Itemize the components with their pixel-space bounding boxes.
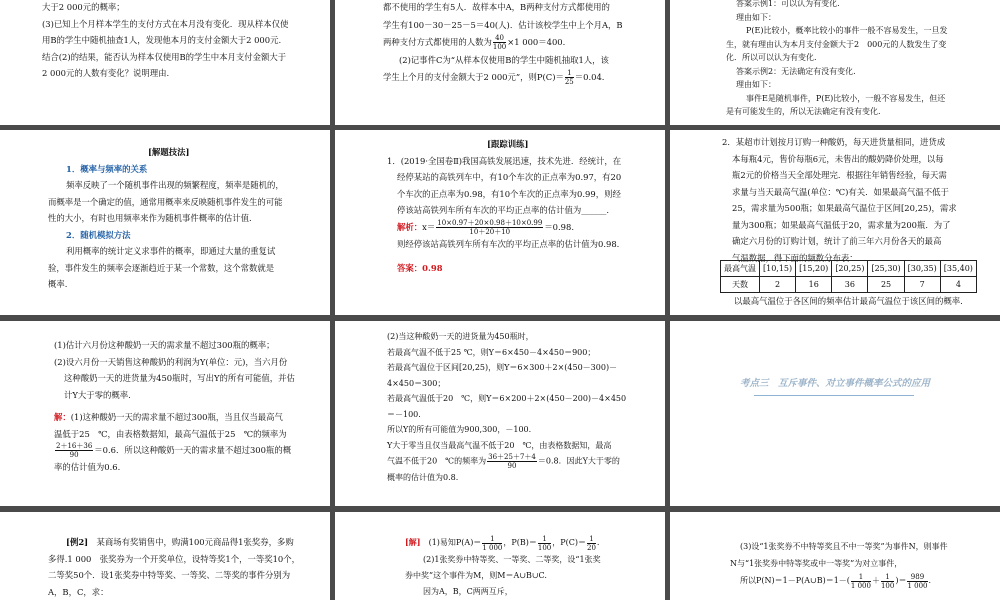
section-title: 考点三 互斥事件、对立事件概率公式的应用 (739, 378, 930, 389)
table-cell: 7 (904, 277, 940, 293)
numerator: 1 (587, 535, 596, 544)
text-line: 验，事件发生的频率会逐渐趋近于某一个常数，这个常数就是 (48, 262, 275, 273)
fraction (482, 535, 502, 552)
text-line: 瓶2元的价格当天全部处理完．根据往年销售经验，每天需 (732, 170, 947, 180)
text-line: 若最高气温不低于25 ℃，则Y＝6×450－4×450＝900； (387, 347, 596, 357)
denominator: 20 (587, 543, 596, 552)
slide-12-text (730, 538, 996, 590)
table-cell: 最高气温 (721, 261, 760, 277)
text-line: ＝－100. (387, 409, 421, 419)
text-line: 求量与当天最高气温(单位：℃)有关．如果最高气温不低于 (732, 186, 949, 197)
text-line (383, 69, 663, 87)
slide-5 (335, 130, 665, 315)
text-line: 则经停该站高铁列车所有车次的平均正点率的估计值为0.98. (397, 238, 620, 249)
denominator: 1 000 (850, 581, 871, 590)
text-fragment: ＝0.6．所以这种酸奶一天的需求量不超过300瓶的概 (94, 445, 292, 455)
slide-2-text (383, 0, 663, 87)
text-line: 所以P(N)＝1－P(A∪B)＝1－( $\frac{1}{1 000}$ ＋ $\frac{1}{100}$ )＝ $\frac{989}{1 000}$ . (740, 572, 932, 590)
text-line: 化．所以可以认为有变化. (726, 53, 817, 62)
text-line: 而概率是一个确定的值，通常用概率来反映随机事件发生的可能 (48, 196, 283, 207)
text-line: 若最高气温位于区间[20,25)，则Y＝6×300＋2×(450－300)－ (387, 363, 618, 372)
text-fragment: 所以P(N)＝1－P(A∪B)＝1－ (740, 576, 847, 585)
fraction (436, 219, 543, 236)
slide-6 (670, 130, 1000, 315)
slide-2 (335, 0, 665, 125)
slide-3 (670, 0, 1000, 125)
table-cell: 天数 (721, 277, 760, 293)
text-fragment: . (596, 538, 600, 547)
slide-4-text (48, 144, 318, 293)
fraction (55, 442, 93, 459)
text-line: 因为A，B，C两两互斥， (423, 586, 513, 596)
text-line: 是有可能发生的，所以无法确定有没有变化. (726, 107, 881, 116)
denominator: 90 (69, 451, 79, 459)
text-line: N与“1张奖券中特等奖或中一等奖”为对立事件， (730, 559, 903, 568)
subheading: 2．随机模拟方法 (66, 229, 131, 240)
slide-3-text (726, 0, 996, 119)
text-fragment: ，P(C)＝ (552, 538, 586, 547)
text-line: (2)当这种酸奶一天的进货量为450瓶时， (387, 332, 534, 341)
slide-12 (670, 512, 1000, 600)
text-line: 若最高气温低于20 ℃，则Y＝6×200＋2×(450－200)－4×450 (387, 394, 627, 403)
text-line (383, 34, 663, 52)
fraction (587, 535, 596, 552)
table-cell: [30,35) (904, 261, 940, 277)
numerator: 36＋25＋7＋4 (488, 453, 536, 461)
text-line: 生，就有理由认为本月支付金额大于2 000元的人数发生了变 (726, 39, 947, 49)
numerator: 1 (565, 69, 574, 78)
text-fragment: ＝0.98. (544, 221, 574, 232)
slide-7-text (54, 337, 324, 476)
text-fragment: ＝0.8．因此Y大于零的 (537, 456, 620, 466)
text-line: 2．某超市计划按月订购一种酸奶，每天进货量相同，进货成 (722, 137, 946, 147)
example-label: [例2] (66, 537, 89, 547)
fraction (881, 573, 894, 590)
numerator: 989 (907, 573, 927, 582)
text-line: 量为300瓶；如果最高气温低于20，需求量为200瓶．为了 (732, 219, 951, 230)
text-fragment: ＋ (871, 576, 880, 585)
numerator: 2＋16＋36 (56, 442, 93, 450)
text-line: 频率反映了一个随机事件出现的频繁程度，频率是随机的， (66, 180, 284, 190)
text-line: 学生有100－30－25－5＝40(人)．估计该校学生中上个月A，B (383, 19, 623, 30)
fraction (538, 535, 551, 552)
text-line: 确定六月份的订购计划，统计了前三年六月份各天的最高 (732, 236, 942, 246)
fraction (851, 573, 871, 590)
slide-6-text (722, 134, 992, 266)
text-line: 答案示例2：无法确定有没有变化. (736, 66, 856, 76)
text-line: 券中奖”这个事件为M，则M＝A∪B∪C. (405, 570, 547, 580)
denominator: 100 (880, 581, 895, 590)
subheading: 1．概率与频率的关系 (66, 163, 148, 174)
text-fragment: 学生上个月的支付金额大于2 000元”，则P(C)＝ (383, 72, 564, 82)
text-line: 事件E是随机事件，P(E)比较小，一般不容易发生，但还 (746, 93, 946, 103)
analysis-label: 解析： (397, 221, 423, 232)
text-line: 结合(2)的结果，能否认为样本仅使用B的学生中本月支付金额大于 (42, 51, 287, 62)
slide-8-text (387, 329, 662, 486)
denominator: 90 (507, 462, 517, 470)
denominator: 100 (537, 543, 552, 552)
text-line: A，B，C，求： (48, 586, 109, 597)
slide-11 (335, 512, 665, 600)
analysis-line (387, 219, 657, 236)
text-fragment: 两种支付方式都使用的人数为 (383, 37, 492, 47)
table-header-row (721, 261, 977, 277)
text-line (405, 534, 661, 552)
question-line: 经停某站的高铁列车中，有10个车次的正点率为0.97，有20 (397, 172, 622, 182)
text-line: 多得.1 000 张奖券为一个开奖单位，设特等奖1个，一等奖10个， (48, 553, 300, 564)
text-line: 理由如下： (736, 12, 776, 22)
text-line: 答案示例1：可以认为有变化. (736, 0, 840, 8)
slide-6-footer: 以最高气温位于各区间的频率估计最高气温位于该区间的概率. (734, 296, 963, 306)
slide-11-text (405, 534, 661, 600)
fraction (907, 573, 927, 590)
text-line: 2 000元的人数有变化？说明理由. (42, 68, 170, 78)
slide-4 (0, 130, 330, 315)
table-row (721, 277, 977, 293)
denominator: 25 (564, 78, 574, 86)
fraction (487, 453, 537, 470)
text-fragment: ＝ (898, 576, 907, 585)
slide-1 (0, 0, 330, 125)
text-line: 大于2 000元的概率； (42, 2, 125, 12)
text-line (387, 453, 662, 470)
frequency-table (720, 260, 977, 293)
table-cell: 2 (760, 277, 796, 293)
table-cell: 36 (832, 277, 868, 293)
text-line: 理由如下： (736, 80, 776, 89)
slide-10 (0, 512, 330, 600)
table-cell: [15,20) (796, 261, 832, 277)
slide-7 (0, 321, 330, 506)
solution-label: [解] (405, 537, 421, 547)
slide-1-text (42, 0, 322, 82)
numerator: 10×0.97＋20×0.98＋10×0.99 (437, 218, 543, 227)
text-line: 4×450＝300； (387, 378, 446, 388)
question-line: (1)估计六月份这种酸奶一天的需求量不超过300瓶的概率； (54, 340, 275, 350)
text-line: 都不使用的学生有5人．故样本中A，B两种支付方式都使用的 (383, 2, 610, 12)
text-line: Y大于零当且仅当最高气温不低于20 ℃，由表格数据知，最高 (387, 440, 612, 450)
text-line: (2)记事件C为“从样本仅使用B的学生中随机抽取1人，该 (399, 54, 609, 65)
text-line: (2)1张奖券中特等奖、一等奖、二等奖，设“1张奖 (423, 554, 601, 564)
text-line: 所以Y的所有可能值为900,300，－100. (387, 425, 532, 434)
text-line: 25，需求量为500瓶；如果最高气温位于区间[20,25)，需求 (732, 203, 957, 213)
table-cell: [35,40) (940, 261, 976, 277)
slide-5-text (387, 136, 657, 277)
denominator: 100 (492, 43, 507, 51)
table-cell: 4 (940, 277, 976, 293)
text-fragment: ×1 000＝400. (507, 37, 566, 47)
text-line (48, 534, 326, 551)
slide-9 (670, 321, 1000, 506)
solution-label: 解： (54, 412, 71, 422)
question-line: (2)设六月份一天销售这种酸奶的利润为Y(单位：元)，当六月份 (54, 356, 288, 367)
fraction (493, 34, 506, 51)
denominator: 1 000 (482, 543, 503, 552)
text-fragment: (1)这种酸奶一天的需求量不超过300瓶，当且仅当最高气 (70, 412, 283, 422)
table-cell: [10,15) (760, 261, 796, 277)
slide-10-text (48, 534, 326, 600)
section-heading: [解题技法] (148, 147, 190, 157)
numerator: 1 (482, 535, 502, 544)
answer-line: 率的估计值为0.6. (54, 462, 121, 472)
text-line: 概率的估计值为0.8. (387, 473, 459, 482)
text-line: 本每瓶4元，售价每瓶6元，未售出的酸奶降价处理，以每 (732, 153, 944, 164)
denominator: 10＋20＋10 (469, 227, 511, 236)
fraction (565, 69, 574, 86)
answer-line (54, 442, 324, 459)
numerator: 1 (538, 535, 551, 544)
text-line: P(E)比较小，概率比较小的事件一般不容易发生，一旦发 (746, 26, 948, 35)
text-line: 用B的学生中随机抽查1人，发现他本月的支付金额大于2 000元. (42, 35, 282, 45)
text-line: 二等奖50个．设1张奖券中特等奖、一等奖、二等奖的事件分别为 (48, 570, 291, 580)
text-fragment: 某商场有奖销售中，购满100元商品得1张奖券，多购 (96, 537, 294, 547)
answer-value: 0.98 (422, 263, 443, 273)
answer-line (54, 409, 324, 426)
slide-8 (335, 321, 665, 506)
question-line: 计Y大于零的概率. (64, 389, 131, 400)
text-line: 气温数据，得下面的频数分布表： (732, 252, 858, 263)
text-line: 性的大小，有时也用频率来作为随机事件概率的估计值. (48, 213, 252, 223)
question-line: 这种酸奶一天的进货量为450瓶时，写出Y的所有可能值，并估 (64, 373, 295, 383)
table-cell: 25 (868, 277, 904, 293)
section-heading: [跟踪训练] (487, 139, 529, 149)
text-fragment: ＝0.04. (574, 72, 605, 82)
answer-line: 温低于25 ℃，由表格数据知，最高气温低于25 ℃的频率为 (54, 428, 287, 439)
numerator: 40 (493, 34, 506, 43)
text-line: 利用概率的统计定义求事件的概率，即通过大量的重复试 (66, 246, 276, 256)
text-fragment: . (928, 576, 932, 585)
text-line: (3)设“1张奖券不中特等奖且不中一等奖”为事件N，则事件 (740, 542, 948, 551)
numerator: 1 (851, 573, 871, 582)
answer-label: 答案： (397, 263, 423, 273)
table-cell: [25,30) (868, 261, 904, 277)
text-fragment: 气温不低于20 ℃的频率为 (387, 456, 487, 466)
table-cell: 16 (796, 277, 832, 293)
text-fragment: ，P(B)＝ (503, 538, 537, 547)
table-cell: [20,25) (832, 261, 868, 277)
question-line: 停该站高铁列车所有车次的平均正点率的估计值为______. (397, 205, 610, 215)
text-line: (3)已知上个月样本学生的支付方式在本月没有变化．现从样本仅使 (42, 18, 289, 29)
question-line: 个车次的正点率为0.98，有10个车次的正点率为0.99，则经 (397, 188, 621, 199)
section-underline (754, 395, 914, 396)
text-line (387, 260, 657, 277)
text-fragment: x＝ (422, 221, 436, 232)
text-fragment: (1)易知P(A)＝ (428, 538, 482, 547)
denominator: 1 000 (907, 581, 928, 590)
text-line: 概率. (48, 279, 68, 289)
question-line: 1．(2019·全国卷Ⅱ)我国高铁发展迅速，技术先进．经统计，在 (387, 155, 622, 166)
numerator: 1 (881, 573, 894, 582)
